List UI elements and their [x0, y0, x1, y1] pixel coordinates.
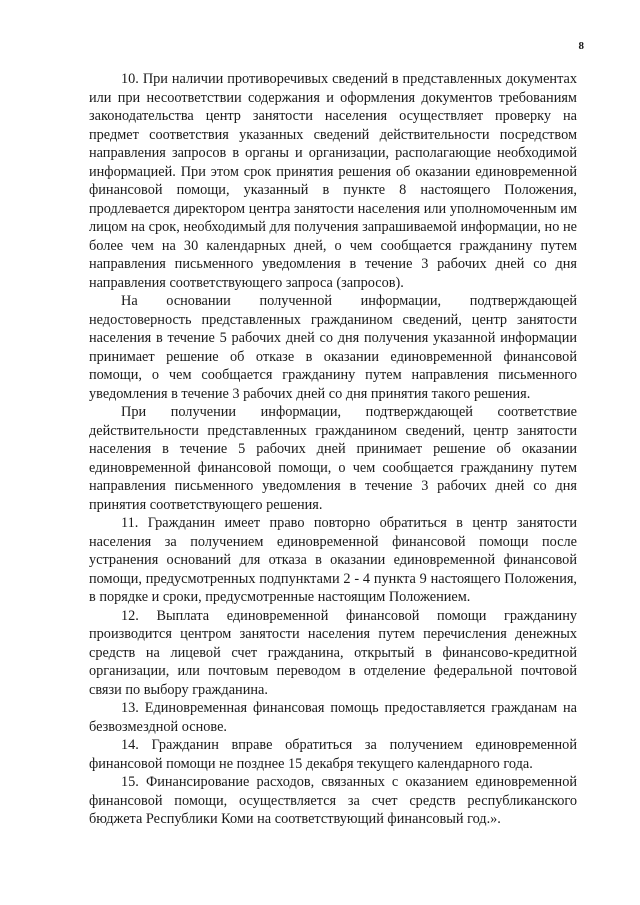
paragraph-11: 11. Гражданин имеет право повторно обратиться в центр занятости населения за получением единовременной финансовой помощи после устранения оснований для отказа в оказании единовременной финансовой помощи, предусмотренных подпунктами 2 - 4 пункта 9 настоящего Положения, в порядке и сроки, предусмотренные настоящим Положением.: [89, 515, 577, 605]
paragraph-15: 15. Финансирование расходов, связанных с оказанием единовременной финансовой помощи, осуществляется за счет средств республиканского бюджета Республики Коми на соответствующий финансовый год.».: [89, 774, 577, 827]
paragraph-12: 12. Выплата единовременной финансовой помощи гражданину производится центром занятости населения путем перечисления денежных средств на лицевой счет гражданина, открытый в финансово-кредитной организации, или почтовым переводом в отделение федеральной почтовой связи по выбору гражданина.: [89, 607, 577, 698]
paragraph-10-approval: При получении информации, подтверждающей соответствие действительности представленных гражданином сведений, центр занятости населения в течение 5 рабочих дней принимает решение об оказании единовременной финансовой помощи, о чем сообщается гражданину путем направления письменного уведомления в течение 3 рабочих дней со дня принятия соответствующего решения.: [89, 404, 577, 513]
document-body: [89, 70, 577, 829]
paragraph-14: 14. Гражданин вправе обратиться за получением единовременной финансовой помощи не позднее 15 декабря текущего календарного года.: [89, 737, 577, 772]
paragraph-10: 10. При наличии противоречивых сведений в представленных документах или при несоответствии содержания и оформления документов требованиям законодательства центр занятости населения осуществляет проверку на предмет соответствия указанных сведений действительности посредством направления запросов в органы и организации, располагающие необходимой информацией. При этом срок принятия решения об оказании единовременной финансовой помощи, указанный в пункте 8 настоящего Положения, продлевается директором центра занятости населения или уполномоченным им лицом на срок, необходимый для получения запрашиваемой информации, но не более чем на 30 календарных дней, о чем сообщается гражданину путем направления письменного уведомления в течение 3 рабочих дней со дня направления соответствующего запроса (запросов).: [89, 71, 577, 291]
paragraph-13: 13. Единовременная финансовая помощь предоставляется гражданам на безвозмездной основе.: [89, 700, 577, 735]
page-number: 8: [578, 40, 584, 52]
paragraph-10-refusal: На основании полученной информации, подтверждающей недостоверность представленных гражданином сведений, центр занятости населения в течение 5 рабочих дней со дня получения указанной информации принимает решение об отказе в оказании единовременной финансовой помощи, о чем сообщается гражданину путем направления письменного уведомления в течение 3 рабочих дней со дня принятия такого решения.: [89, 293, 577, 402]
